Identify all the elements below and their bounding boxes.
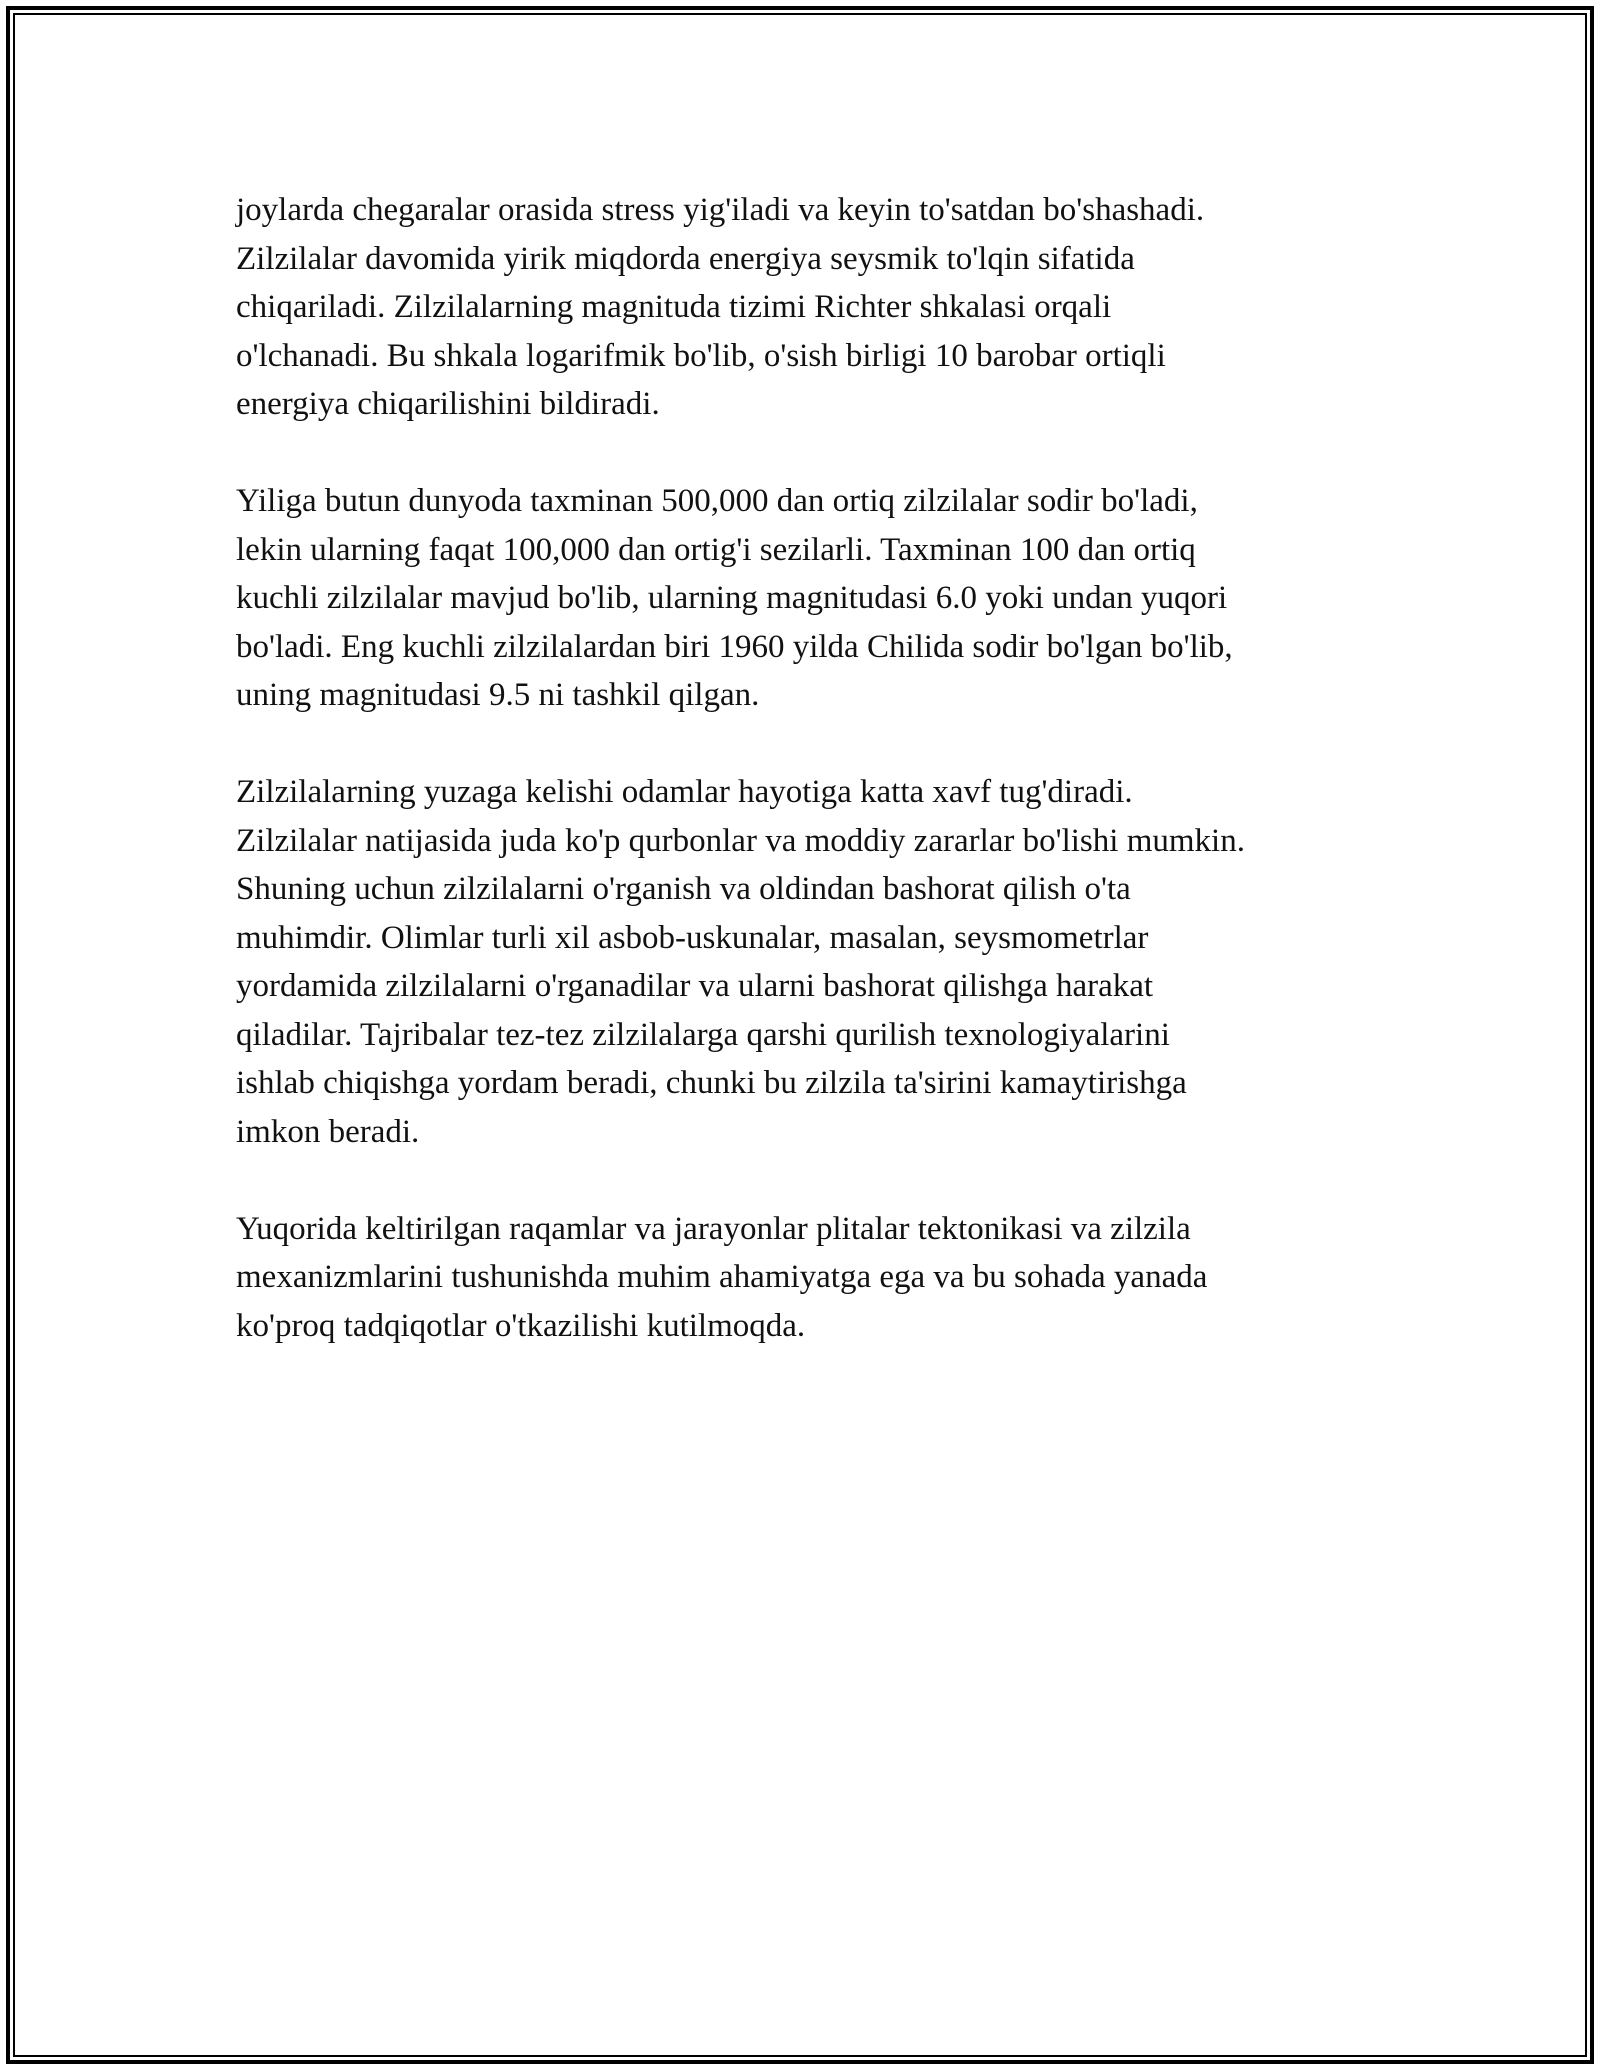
paragraph-1: joylarda chegaralar orasida stress yig'iladi va keyin to'satdan bo'shashadi. Zilzilalar davomida yirik miqdorda energiya seysmik to'lqin sifatida chiqariladi. Zilzilalarning magnituda tizimi Richter shkalasi orqali o'lchanadi. Bu shkala logarifmik bo'lib, o'sish birligi 10 barobar ortiqli energiya chiqarilishini bildiradi. (236, 192, 1205, 422)
paragraph-2: Yiliga butun dunyoda taxminan 500,000 dan ortiq zilzilalar sodir bo'ladi, lekin ularning faqat 100,000 dan ortig'i sezilarli. Taxminan 100 dan ortiq kuchli zilzilalar mavjud bo'lib, ularning magnitudasi 6.0 yoki undan yuqori bo'ladi. Eng kuchli zilzilalardan biri 1960 yilda Chilida sodir bo'lgan bo'lib, uning magnitudasi 9.5 ni tashkil qilgan. (236, 483, 1233, 713)
document-body (236, 186, 1376, 1399)
paragraph-3: Zilzilalarning yuzaga kelishi odamlar hayotiga katta xavf tug'diradi. Zilzilalar natijasida juda ko'p qurbonlar va moddiy zararlar bo'lishi mumkin. Shuning uchun zilzilalarni o'rganish va oldindan bashorat qilish o'ta muhimdir. Olimlar turli xil asbob-uskunalar, masalan, seysmometrlar yordamida zilzilalarni o'rganadilar va ularni bashorat qilishga harakat qiladilar. Tajribalar tez-tez zilzilalarga qarshi qurilish texnologiyalarini ishlab chiqishga yordam beradi, chunki bu zilzila ta'sirini kamaytirishga imkon beradi. (236, 774, 1245, 1150)
paragraph-4: Yuqorida keltirilgan raqamlar va jarayonlar plitalar tektonikasi va zilzila mexanizmlarini tushunishda muhim ahamiyatga ega va bu sohada yanada ko'proq tadqiqotlar o'tkazilishi kutilmoqda. (236, 1210, 1208, 1344)
